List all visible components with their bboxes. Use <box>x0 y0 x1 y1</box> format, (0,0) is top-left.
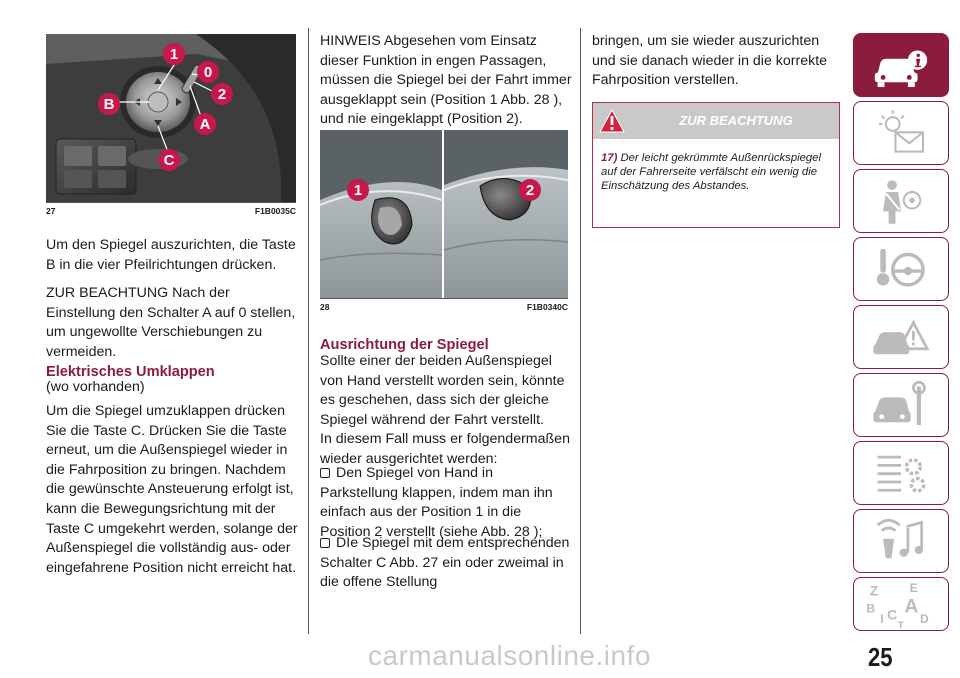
figure-28-image <box>320 130 568 298</box>
warning-light-envelope-icon <box>854 102 948 164</box>
warning-header <box>593 103 839 139</box>
tab-maintenance[interactable] <box>853 373 949 437</box>
svg-text:B: B <box>866 601 876 616</box>
svg-text:D: D <box>920 612 929 627</box>
label-1 <box>347 179 369 201</box>
list-item: Den Spiegel von Hand in Parkstellung klappen, indem man ihn einfach aus der Position 1 in die Position 2 verstellt (siehe Abb. 28 ); <box>320 465 553 540</box>
paragraph: In diesem Fall muss er folgendermaßen wieder ausgerichtet werden: <box>320 431 570 467</box>
figure-27-image <box>46 34 296 202</box>
tab-multimedia[interactable] <box>853 509 949 573</box>
phone-music-icon <box>854 510 948 572</box>
note-text: Der leicht gekrümmte Außenrückspiegel auf der Fahrerseite verfälscht ein wenig die Einschätzung des Abstandes. <box>601 152 821 192</box>
svg-text:1: 1 <box>353 182 363 199</box>
note-number: 17) <box>601 152 618 164</box>
figure-code: F1B0340C <box>526 302 568 312</box>
tab-index[interactable] <box>853 577 949 631</box>
paragraph: HINWEIS Abgesehen vom Einsatz dieser Funktion in engen Passagen, müssen die Spiegel bei der Fahrt immer ausgeklappt sein (Position 1 Abb. 28 ), und nie eingeklappt (Position 2). <box>320 33 572 128</box>
label-a <box>194 113 216 135</box>
section-heading: Elektrisches Umklappen <box>46 364 215 380</box>
warning-box <box>592 102 840 228</box>
tab-dashboard-warnings[interactable] <box>853 101 949 165</box>
svg-text:T: T <box>897 620 904 630</box>
figure-number: 27 <box>46 206 56 216</box>
label-2 <box>519 179 541 201</box>
tab-safety[interactable] <box>853 169 949 233</box>
column-divider <box>580 28 581 634</box>
tab-car-info[interactable] <box>853 33 949 97</box>
paragraph: ZUR BEACHTUNG Nach der Einstellung den Schalter A auf 0 stellen, um ungewollte Verschiebungen zu vermeiden. <box>46 285 296 360</box>
label-b <box>98 93 120 115</box>
figure-27-caption <box>46 202 296 216</box>
car-wrench-icon <box>854 374 948 436</box>
watermark: carmanualsonline.info <box>368 640 651 671</box>
svg-text:0: 0 <box>203 64 213 81</box>
svg-text:C: C <box>163 152 175 169</box>
list-gear-icon <box>854 442 948 504</box>
svg-text:C: C <box>887 606 898 623</box>
label-1 <box>163 43 185 65</box>
safety-seatbelt-airbag-icon <box>854 170 948 232</box>
key-steering-wheel-icon <box>854 238 948 300</box>
label-2 <box>211 83 233 105</box>
svg-text:A: A <box>199 116 211 133</box>
svg-text:2: 2 <box>525 182 535 199</box>
paragraph: bringen, um sie wieder auszurichten und sie danach wieder in die korrekte Fahrposition verstellen. <box>592 33 828 89</box>
tab-starting-driving[interactable] <box>853 237 949 301</box>
svg-text:A: A <box>904 596 919 618</box>
svg-text:E: E <box>909 580 918 595</box>
figure-27 <box>46 34 296 202</box>
page-number: 25 <box>868 642 893 672</box>
car-info-icon <box>854 34 948 96</box>
figure-number: 28 <box>320 302 330 312</box>
list-item: DIe Spiegel mit dem entsprechenden Schalter C Abb. 27 ein oder zweimal in die offene Stellung <box>320 535 570 591</box>
alphabet-index-icon <box>854 578 948 630</box>
figure-28-caption <box>320 298 568 312</box>
figure-code: F1B0035C <box>254 206 296 216</box>
svg-text:I: I <box>880 612 884 627</box>
label-c <box>158 149 180 171</box>
checkbox-bullet-icon <box>320 468 330 478</box>
tab-technical-data-gears[interactable] <box>853 441 949 505</box>
checkbox-bullet-icon <box>320 538 330 548</box>
paragraph: Um den Spiegel auszurichten, die Taste B in die vier Pfeilrichtungen drücken. <box>46 237 296 273</box>
figure-28 <box>320 130 568 298</box>
svg-text:2: 2 <box>217 86 227 103</box>
paragraph: Um die Spiegel umzuklappen drücken Sie die Taste C. Drücken Sie die Taste erneut, um die Außenspiegel wieder in die Fahrposition zu bringen. Nachdem die gewünschte Ansteuerung erfolgt ist, kann die Bewegungsrichtung mit der Taste C umgekehrt werden, solange der Außenspiegel die vollständig aus- oder eingefahrene Position nicht erreicht hat. <box>46 403 298 576</box>
svg-text:Z: Z <box>869 582 879 599</box>
subheading: (wo vorhanden) <box>46 379 145 395</box>
tab-emergency[interactable] <box>853 305 949 369</box>
svg-text:B: B <box>103 96 115 113</box>
warning-note <box>593 139 839 193</box>
label-0 <box>197 61 219 83</box>
warning-title: ZUR BEACHTUNG <box>679 113 793 128</box>
column-divider <box>308 28 309 634</box>
svg-text:1: 1 <box>169 46 179 63</box>
section-heading: Ausrichtung der Spiegel <box>320 337 489 353</box>
paragraph: Sollte einer der beiden Außenspiegel von Hand verstellt worden sein, könnte es geschehen, dass sich der gleiche Spiegel während der Fahrt verstellt. <box>320 353 565 428</box>
car-warning-triangle-icon <box>854 306 948 368</box>
